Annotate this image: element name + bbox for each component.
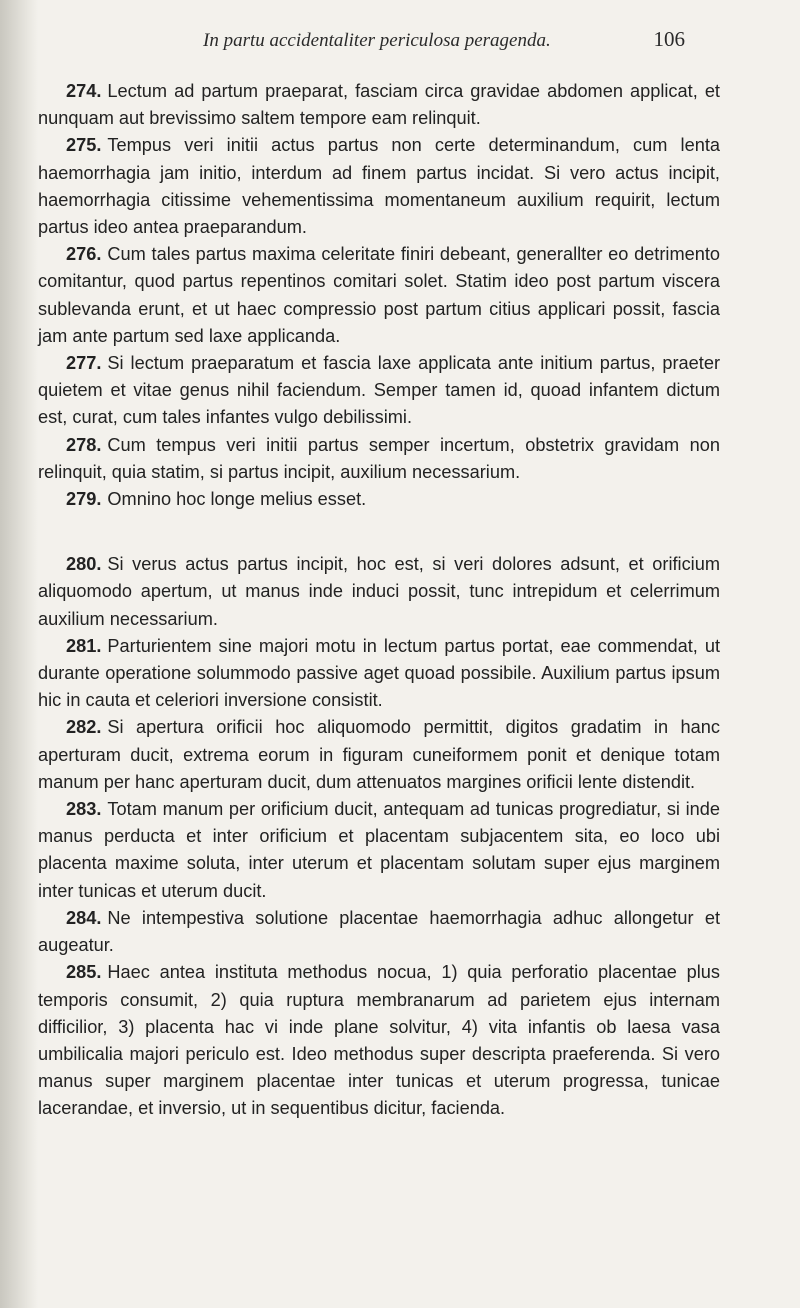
- paragraph-text: Cum tempus veri initii partus semper incertum, obstetrix gravidam non relinquit, quia statim, si partus incipit, auxilium necessarium.: [38, 434, 720, 482]
- paragraph-number: 279.: [66, 489, 102, 510]
- paragraph-number: 281.: [66, 635, 102, 656]
- paragraph-283: [38, 796, 720, 905]
- paragraph-number: 284.: [66, 907, 102, 928]
- paragraph-text: Omnino hoc longe melius esset.: [107, 489, 367, 510]
- paragraph-285: [38, 959, 720, 1122]
- paragraph-text: Tempus veri initii actus partus non certe determinandum, cum lenta haemorrhagia jam initio, interdum ad finem partus incidat. Si vero actus incipit, haemorrhagia citissime vehementissima momentaneum auxilium requirit, lectum partus ideo antea praeparandum.: [38, 135, 720, 238]
- paragraph-279: [38, 486, 720, 513]
- paragraph-number: 278.: [66, 434, 102, 455]
- paragraph-276: [38, 241, 720, 350]
- paragraph-282: [38, 714, 720, 796]
- paragraph-text: Cum tales partus maxima celeritate finiri debeant, generallter eo detrimento comitantur, quod partus repentinos comitari solet. Statim ideo post partum viscera sublevanda erunt, et ut haec compressio post partum citius applicari possit, fascia jam ante partum sed laxe applicanda.: [38, 244, 720, 346]
- paragraph-number: 277.: [66, 353, 102, 374]
- paragraph-number: 285.: [66, 962, 102, 983]
- paragraph-number: 282.: [66, 717, 102, 738]
- paragraph-number: 275.: [66, 135, 102, 156]
- body-text: [38, 78, 720, 1123]
- paragraph-284: [38, 905, 720, 959]
- paragraph-275: [38, 132, 720, 241]
- paragraph-text: Lectum ad partum praeparat, fasciam circa gravidae abdomen applicat, et nunquam aut brevissimo saltem tempore eam relinquit.: [38, 81, 720, 129]
- paragraph-number: 274.: [66, 81, 102, 101]
- paragraph-text: Totam manum per orificium ducit, antequam ad tunicas progrediatur, si inde manus perducta et inter orificium et placentam subjacentem sita, eo loco ubi placenta maxime soluta, inter uterum et placentam solutam super ejus marginem inter tunicas et uterum ducit.: [38, 799, 720, 901]
- paragraph-number: 283.: [66, 799, 102, 820]
- paragraph-number: 276.: [66, 244, 102, 265]
- paragraph-text: Si lectum praeparatum et fascia laxe applicata ante initium partus, praeter quietem et vitae genus nihil faciendum. Semper tamen id, quoad infantem dictum est, curat, cum tales infantes vulgo debilissimi.: [38, 353, 720, 428]
- paragraph-text: Si verus actus partus incipit, hoc est, si veri dolores adsunt, et orificium aliquomodo apertum, ut manus inde induci possit, tunc intrepidum et celerrimum auxilium necessarium.: [38, 554, 720, 629]
- paragraph-280: [38, 551, 720, 633]
- paragraph-278: [38, 432, 720, 486]
- paragraph-number: 280.: [66, 554, 102, 575]
- paragraph-text: Haec antea instituta methodus nocua, 1) quia perforatio placentae plus temporis consumit, 2) quia ruptura membranarum ad parietem ejus internam difficilior, 3) placenta hac vi inde plane solvitur, 4) vita infantis ob laesa vasa umbilicalia majori periculo est. Ideo methodus super descripta praeferenda. Si vero manus super marginem placentae inter tunicas et uterum progressa, tunicae lacerandae, et inversio, ut in sequentibus dicitur, facienda.: [38, 962, 720, 1119]
- running-title: In partu accidentaliter periculosa peragenda.: [203, 30, 551, 51]
- paragraph-text: Si apertura orificii hoc aliquomodo permittit, digitos gradatim in hanc aperturam ducit, extrema eorum in figuram cuneiformem ponit et denique totam manum per hanc aperturam ducit, dum attenuatos margines orificii lente distendit.: [38, 717, 720, 792]
- paragraph-text: Ne intempestiva solutione placentae haemorrhagia adhuc allongetur et augeatur.: [38, 907, 720, 956]
- paragraph-274: [38, 78, 720, 132]
- paragraph-281: [38, 633, 720, 715]
- paragraph-277: [38, 350, 720, 432]
- paragraph-text: Parturientem sine majori motu in lectum partus portat, eae commendat, ut durante operatione solummodo passive aget quoad possibile. Auxilium partus ipsum hic in cauta et celeriori inversione consistit.: [38, 635, 720, 711]
- page-number: 106: [653, 27, 685, 51]
